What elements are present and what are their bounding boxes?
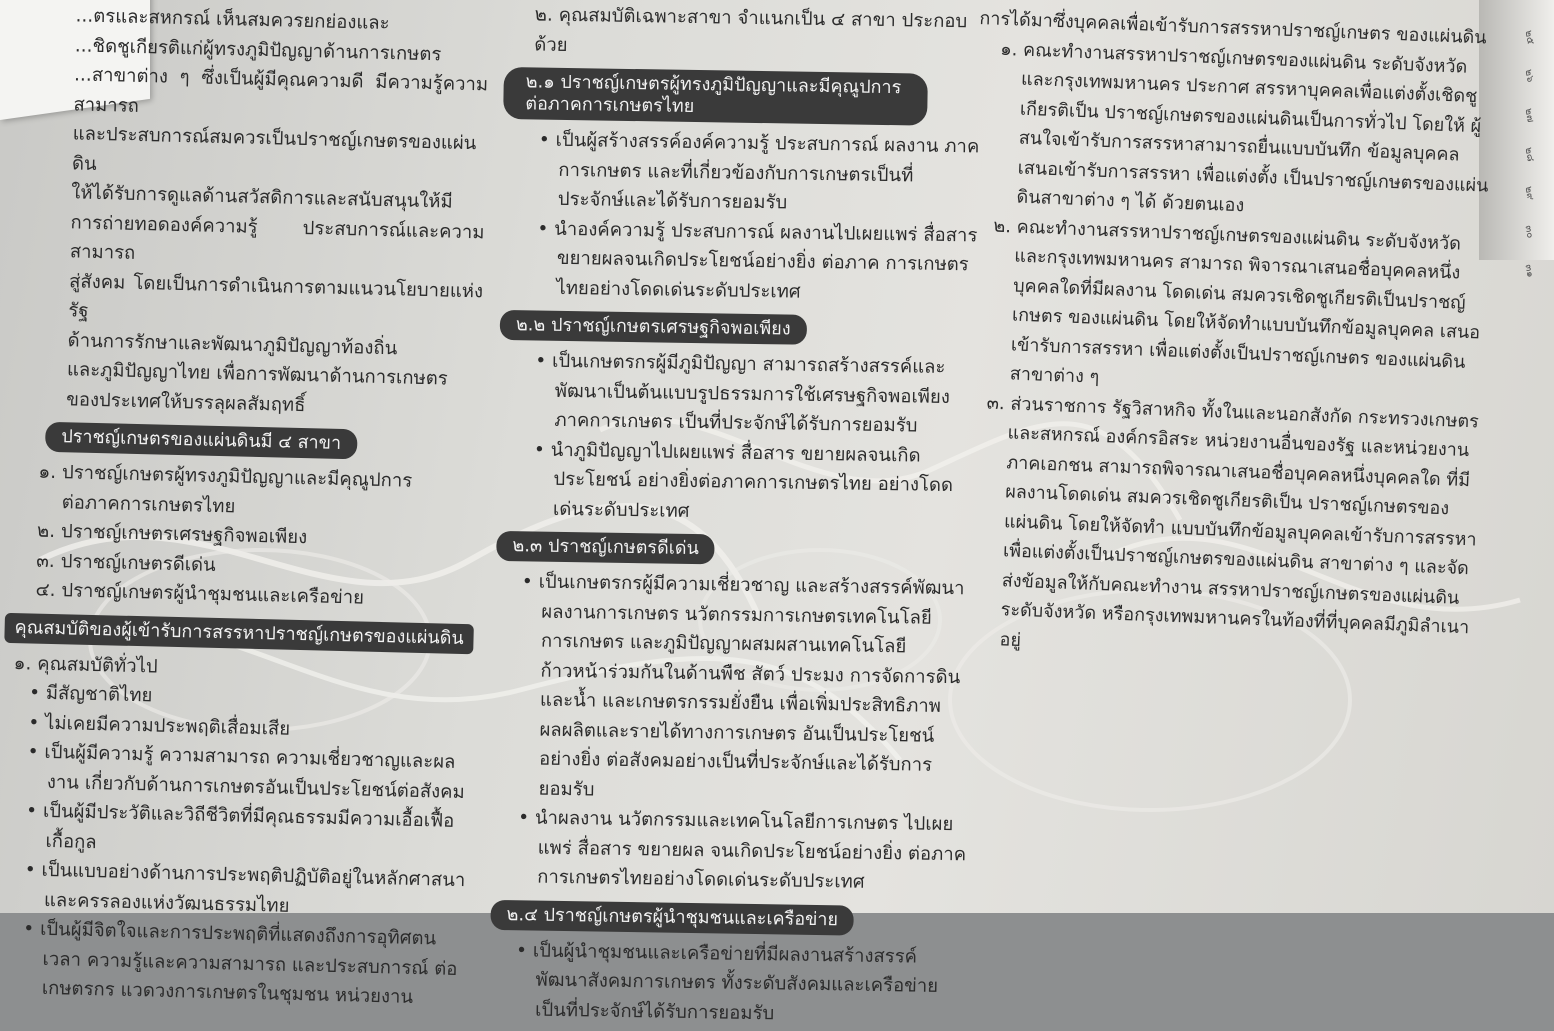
binder-number: ๒๙ (1522, 185, 1536, 202)
qualifications-general-title: ๑. คุณสมบัติทั่วไป (13, 652, 158, 678)
section-item: • นำผลงาน นวัตกรรมและเทคโนโลยีการเกษตร ไปเผยแพร่ สื่อสาร ขยายผล จนเกิดประโยชน์อย่างยิ่ง ต่อภาคการเกษตรไทยอย่างโดดเด่นระดับประเทศ (511, 803, 972, 899)
nomination-intro: การได้มาซึ่งบุคคลเพื่อเข้ารับการสรรหาปราชญ์เกษตร ของแผ่นดิน (979, 7, 1487, 49)
binder-number: ๒๕ (1522, 29, 1536, 46)
branches-heading: ปราชญ์เกษตรของแผ่นดินมี ๔ สาขา (45, 422, 357, 460)
intro-line: สู่สังคม โดยเป็นการดำเนินการตามแนวนโยบายแห่งรัฐ (68, 270, 484, 322)
branch-item: ๔. ปราชญ์เกษตรผู้นำชุมชนและเครือข่าย (35, 579, 365, 609)
binder-number: ๓๐ (1522, 224, 1536, 240)
section-2-3-heading: ๒.๓ ปราชญ์เกษตรดีเด่น (496, 531, 715, 564)
binder-number: ๓๑ (1522, 263, 1536, 279)
section-item: • เป็นผู้นำชุมชนและเครือข่ายที่มีผลงานสร้างสรรค์ พัฒนาสังคมการเกษตร ทั้งระดับสังคมและเครือข่าย เป็นที่ประจักษ์ได้รับการยอมรับ (509, 936, 970, 1031)
branch-item: ๓. ปราชญ์เกษตรดีเด่น (36, 550, 216, 576)
qualification-item: • เป็นผู้มีประวัติและวิถีชีวิตที่มีคุณธรรมมีความเอื้อเฟื้อ เกื้อกูล (19, 796, 470, 866)
nomination-list (955, 33, 1498, 672)
branches-list (5, 457, 478, 616)
section-item: • เป็นผู้สร้างสรรค์องค์ความรู้ ประสบการณ์ ผลงาน ภาคการเกษตร และที่เกี่ยวข้องกับการเกษตรเป็นที่ ประจักษ์และได้รับการยอมรับ (532, 125, 983, 221)
intro-line: ของประเทศให้บรรลุผลสัมฤทธิ์ (66, 388, 306, 416)
binder-number: ๒๖ (1522, 68, 1536, 84)
section-2-1-list (500, 125, 983, 310)
section-2-2-list (497, 346, 980, 531)
column-middle (489, 0, 985, 1031)
section-item: • นำองค์ความรู้ ประสบการณ์ ผลงานไปเผยแพร่ สื่อสาร ขยายผลจนเกิดประโยชน์อย่างยิ่ง ต่อภาค การเกษตรไทยอย่างโดดเด่นระดับประเทศ (530, 214, 981, 310)
column-right (955, 4, 1500, 672)
section-2-4-heading: ๒.๔ ปราชญ์เกษตรผู้นำชุมชนและเครือข่าย (490, 899, 854, 935)
branch-item: ๒. ปราชญ์เกษตรเศรษฐกิจพอเพียง (36, 520, 308, 549)
intro-line: การถ่ายทอดองค์ความรู้ ประสบการณ์และความสามารถ (69, 211, 485, 264)
intro-paragraph (10, 0, 490, 424)
nomination-item: ๑. คณะทำงานสรรหาปราชญ์เกษตรของแผ่นดิน ระดับจังหวัดและกรุงเทพมหานคร ประกาศ สรรหาบุคคลเพื่อแต่งตั้งเชิดชูเกียรติเป็น ปราชญ์เกษตรของแผ่นดินเป็นการทั่วไป โดยให้ ผู้สนใจเข้ารับการสรรหาสามารถยื่นแบบบันทึก ข้อมูลบุคคลเสนอเข้ารับการสรรหา เพื่อแต่งตั้ง เป็นปราชญ์เกษตรของแผ่นดินสาขาต่าง ๆ ได้ ด้วยตนเอง (999, 38, 1489, 217)
intro-line: และประสบการณ์สมควรเป็นปราชญ์เกษตรของแผ่นดิน (71, 123, 477, 175)
intro-line: ...ตรและสหกรณ์ เห็นสมควรยกย่องและ (75, 5, 390, 35)
qualifications-list (0, 678, 473, 1014)
section-2-3-list (491, 567, 976, 899)
section-item: • เป็นเกษตรกรผู้มีความเชี่ยวชาญ และสร้างสรรค์พัฒนา ผลงานการเกษตร นวัตกรรมการเกษตรเทคโนโลยี การเกษตร และภูมิปัญญาผสมผสานเทคโนโลยี ก้าวหน้าร่วมกันในด้านพืช สัตว์ ประมง การจัดการดิน และน้ำ และเกษตรกรรมยั่งยืน เพื่อเพิ่มประสิทธิภาพ ผลผลิตและรายได้ทางการเกษตร อันเป็นประโยชน์ อย่างยิ่ง ต่อสังคมอย่างเป็นที่ประจักษ์และได้รับการยอมรับ (512, 567, 976, 810)
section-2-2-heading: ๒.๒ ปราชญ์เกษตรเศรษฐกิจพอเพียง (500, 310, 807, 345)
qualification-item: • เป็นผู้มีจิตใจและการประพฤติที่แสดงถึงการอุทิศตน เวลา ความรู้และความสามารถ และประสบการณ์ ต่อเกษตรกร แวดวงการเกษตรในชุมชน หน่วยงาน (16, 914, 468, 1013)
intro-line: ให้ได้รับการดูแลด้านสวัสดิการและสนับสนุนให้มี (71, 182, 453, 213)
qualifications-heading: คุณสมบัติของผู้เข้ารับการสรรหาปราชญ์เกษตรของแผ่นดิน (4, 612, 474, 653)
nomination-item: ๓. ส่วนราชการ รัฐวิสาหกิจ ทั้งในและนอกสังกัด กระทรวงเกษตรและสหกรณ์ องค์กรอิสระ หน่วยงานอื่นของรัฐ และหน่วยงานภาคเอกชน สามารถพิจารณาเสนอชื่อบุคคลหนึ่งบุคคลใด ที่มีผลงานโดดเด่น สมควรเชิดชูเกียรติเป็น ปราชญ์เกษตรของแผ่นดิน โดยให้จัดทำ แบบบันทึกข้อมูลบุคคลเข้ารับการสรรหา เพื่อแต่งตั้งเป็นปราชญ์เกษตรของแผ่นดิน สาขาต่าง ๆ และจัดส่งข้อมูลให้กับคณะทำงาน สรรหาปราชญ์เกษตรของแผ่นดินระดับจังหวัด หรือกรุงเทพมหานครในท้องที่ที่บุคคลมีภูมิลำเนาอยู่ (986, 392, 1480, 651)
intro-line: ...สาขาต่าง ๆ ซึ่งเป็นผู้มีคุณความดี มีความรู้ความสามารถ (73, 64, 489, 117)
nomination-item: ๒. คณะทำงานสรรหาปราชญ์เกษตรของแผ่นดิน ระดับจังหวัดและกรุงเทพมหานคร สามารถ พิจารณาเสนอชื่อบุคคลหนึ่งบุคคลใดที่มีผลงาน โดดเด่น สมควรเชิดชูเกียรติเป็นปราชญ์เกษตร ของแผ่นดิน โดยให้จัดทำแบบบันทึกข้อมูลบุคคล เสนอเข้ารับการสรรหา เพื่อแต่งตั้งเป็นปราชญ์เกษตร ของแผ่นดินสาขาต่าง ๆ (993, 215, 1481, 388)
section-2-1-heading: ๒.๑ ปราชญ์เกษตรผู้ทรงภูมิปัญญาและมีคุณูปการ ต่อภาคการเกษตรไทย (503, 67, 928, 126)
section-item: • นำภูมิปัญญาไปเผยแพร่ สื่อสาร ขยายผลจนเกิดประโยชน์ อย่างยิ่งต่อภาคการเกษตรไทย อย่างโดดเด่นระดับประเทศ (527, 435, 978, 531)
branch-item: ๑. ปราชญ์เกษตรผู้ทรงภูมิปัญญาและมีคุณูปการ (38, 461, 413, 492)
column-left (0, 0, 490, 1014)
qualification-item: • มีสัญชาติไทย (23, 678, 474, 718)
branch-item-continuation: ต่อภาคการเกษตรไทย (61, 491, 236, 517)
section-item: • เป็นเกษตรกรผู้มีภูมิปัญญา สามารถสร้างสรรค์และ พัฒนาเป็นต้นแบบรูปธรรมการใช้เศรษฐกิจพอเพียง ภาคการเกษตร เป็นที่ประจักษ์ได้รับการยอมรับ (528, 346, 979, 442)
binder-page-numbers (1522, 30, 1536, 279)
intro-line: และภูมิปัญญาไทย เพื่อการพัฒนาด้านการเกษตร (66, 359, 448, 390)
binder-number: ๒๗ (1522, 107, 1536, 124)
qualification-item: • ไม่เคยมีความประพฤติเสื่อมเสีย (22, 708, 473, 748)
section-2-4-list (489, 935, 970, 1031)
intro-line: ด้านการรักษาและพัฒนาภูมิปัญญาท้องถิ่น (67, 329, 398, 359)
qualification-item: • เป็นผู้มีความรู้ ความสามารถ ความเชี่ยวชาญและผลงาน เกี่ยวกับด้านการเกษตรอันเป็นประโยชน์ต่อสังคม (21, 737, 472, 807)
binder-number: ๒๘ (1522, 146, 1536, 163)
qualification-item: • เป็นแบบอย่างด้านการประพฤติปฏิบัติอยู่ในหลักศาสนา และครรลองแห่งวัฒนธรรมไทย (18, 855, 469, 925)
intro-line: ...ชิดชูเกียรติแก่ผู้ทรงภูมิปัญญาด้านการเกษตร (74, 34, 442, 65)
specific-qualifications-title: ๒. คุณสมบัติเฉพาะสาขา จำแนกเป็น ๔ สาขา ประกอบด้วย (534, 4, 968, 56)
